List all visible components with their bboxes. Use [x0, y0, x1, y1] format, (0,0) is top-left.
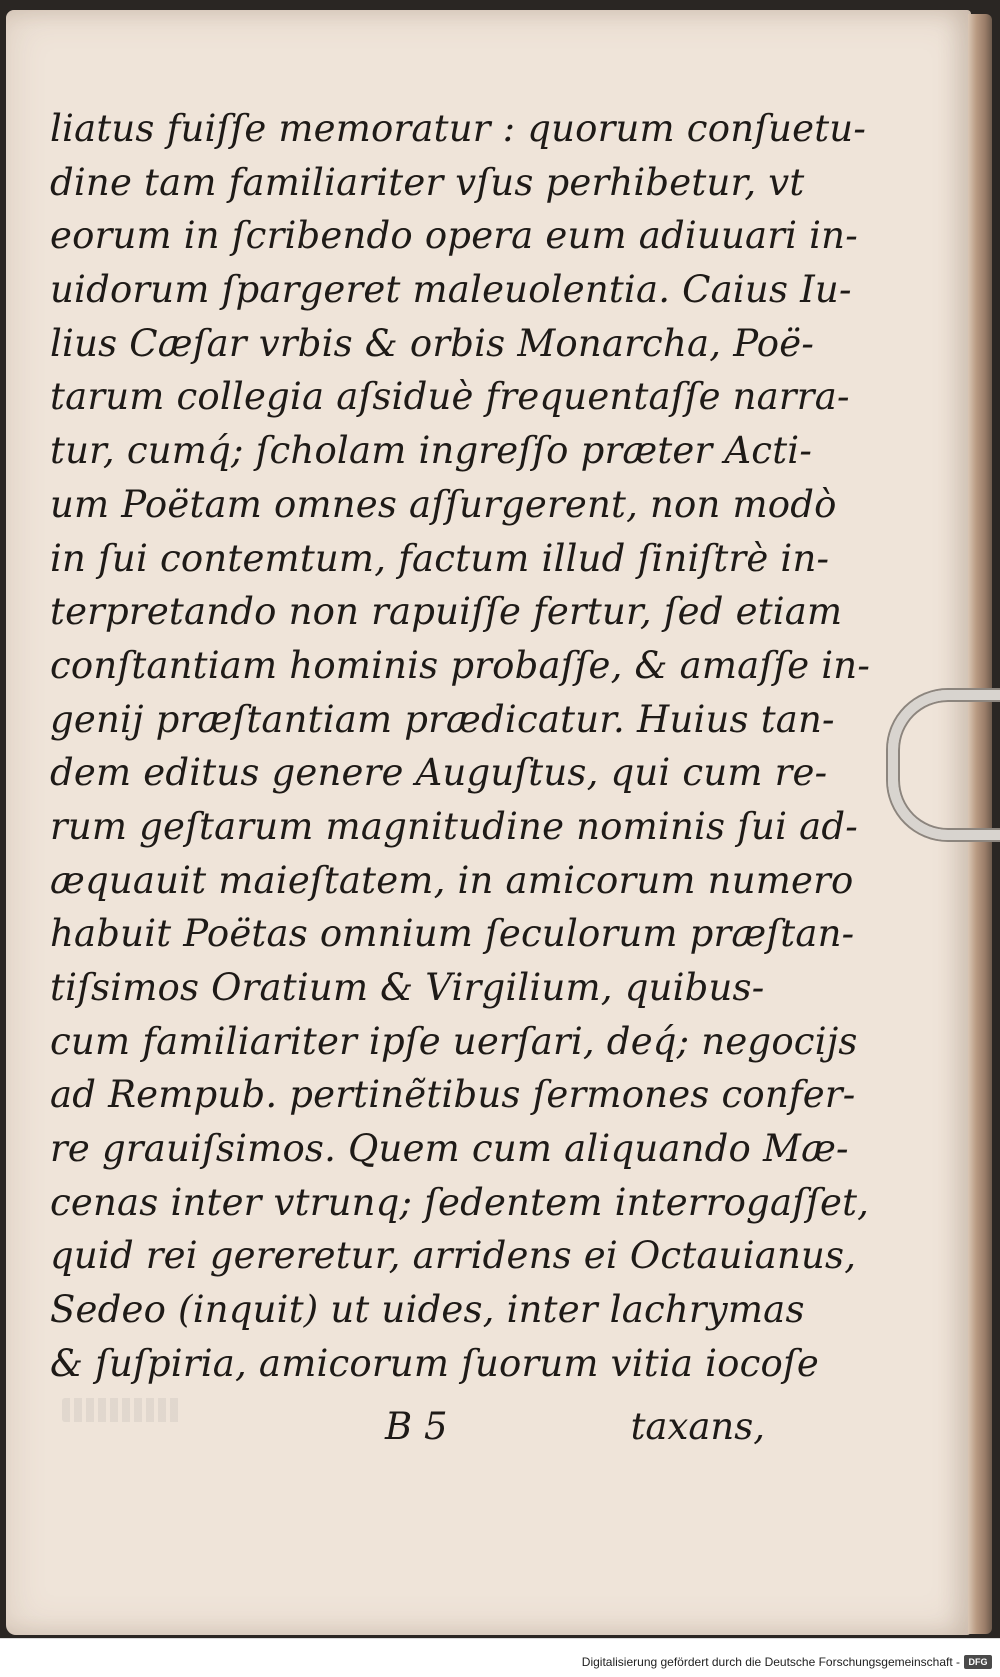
text-line: tiſsimos Oratium & Virgilium, quibus-	[50, 966, 765, 1009]
catchword: taxans,	[630, 1405, 765, 1448]
page-footer	[385, 1405, 765, 1465]
digitization-credit: Digitalisierung gefördert durch die Deutsche Forschungsgemeinschaft -	[581, 1655, 960, 1669]
text-line: dine tam familiariter vſus perhibetur, vt	[50, 160, 805, 204]
text-line: & ſuſpiria, amicorum ſuorum vitia iocoſe	[50, 1341, 819, 1385]
text-line: æquauit maieſtatem, in amicorum numero	[50, 858, 854, 902]
text-line: Sedeo (inquit) ut uides, inter lachrymas	[50, 1288, 805, 1332]
dfg-logo-icon: DFG	[964, 1655, 992, 1669]
text-line: dem editus genere Auguſtus, qui cum re-	[50, 751, 828, 795]
text-line: liatus fuiſſe memoratur : quorum conſuetu-	[50, 107, 867, 150]
text-line: eorum in ſcribendo opera eum adiuuari in-	[50, 214, 858, 258]
signature-mark: B 5	[385, 1405, 448, 1448]
faded-stamp	[62, 1398, 182, 1422]
text-line: uidorum ſpargeret maleuolentia. Caius Iu-	[50, 268, 852, 312]
page-clip-icon	[888, 690, 1000, 840]
text-line: re grauiſsimos. Quem cum aliquando Mæ-	[50, 1127, 849, 1171]
text-line: in ſui contemtum, factum illud ſiniſtrè in-	[50, 536, 830, 580]
text-line: cenas inter vtrunq; ſedentem interrogaſſet,	[50, 1180, 870, 1224]
credit-bar	[0, 1638, 1000, 1677]
text-line: um Poëtam omnes aſſurgerent, non modò	[50, 482, 837, 526]
text-line: rum geſtarum magnitudine nominis ſui ad-	[50, 804, 858, 848]
text-line: tarum collegia aſsiduè frequentaſſe narra-	[50, 375, 850, 419]
text-line: habuit Poëtas omnium ſeculorum præſtan-	[50, 912, 855, 956]
text-line: quid rei gereretur, arridens ei Octauianus,	[50, 1234, 857, 1278]
text-line: terpretando non rapuiſſe fertur, ſed etiam	[50, 590, 843, 634]
text-line: conſtantiam hominis probaſſe, & amaſſe in-	[50, 643, 871, 687]
text-line: ad Rempub. pertinẽtibus ſermones confer-	[50, 1073, 856, 1117]
text-line: genij præſtantiam prædicatur. Huius tan-	[50, 697, 835, 741]
text-line: cum familiariter ipſe uerſari, deq́; negocijs	[50, 1019, 858, 1063]
text-line: lius Cæſar vrbis & orbis Monarcha, Poë-	[50, 321, 815, 365]
text-line: tur, cumq́; ſcholam ingreſſo præter Acti-	[50, 429, 813, 473]
body-text	[50, 102, 871, 1391]
